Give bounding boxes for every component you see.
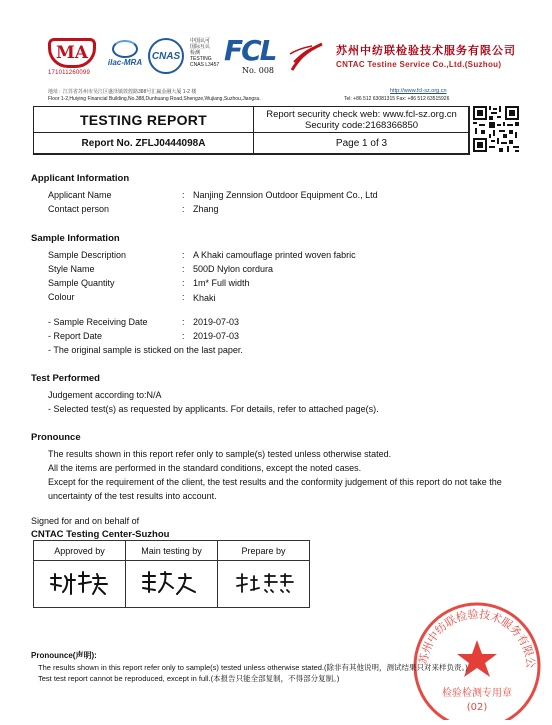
address-cn: 地址：江苏省苏州市吴江区盛泽镇敦煌路388号汇赢金融大厦 1-2 楼 [48,89,197,95]
sample-quantity-label: Sample Quantity [48,278,115,288]
fcl-logo [224,36,274,75]
report-number: Report No. ZFLJ0444098A [33,132,254,155]
prepare-by-header: Prepare by [218,541,310,561]
official-seal-stamp [405,596,545,720]
style-name-value: 500D Nylon cordura [193,264,274,274]
sample-quantity-value: 1m* Full width [193,278,250,288]
address-en: Floor 1-2,Huiying Financial Building,No.388,Dunhuang Road,Shengze,Wujiang,Suzhou,Jiangsu. [48,96,261,102]
page-number: Page 1 of 3 [253,132,470,155]
website-link[interactable]: http://www.fcl-sz.org.cn [390,88,447,94]
cma-number: 171011260099 [48,70,90,76]
cma-logo [48,38,98,76]
security-info [253,106,470,133]
pronounce-heading: Pronounce [31,432,81,443]
applicant-name-value: Nanjing Zennsion Outdoor Equipment Co., Ltd [193,190,378,200]
signed-on-behalf: Signed for and on behalf of [31,516,140,526]
seal-ring-text: 苏州中纺联检验技术服务有限公 [416,607,538,669]
cnas-accreditation-text [190,38,222,68]
main-testing-header: Main testing by [126,541,218,561]
tel-fax: Tel: +86 512 63081315 Fax: +86 512 63515926 [344,96,450,102]
main-testing-signature [126,561,218,608]
approved-by-header: Approved by [34,541,126,561]
judgement-text: Judgement according to:N/A [48,390,162,400]
prepare-by-signature [218,561,310,608]
colour-value: Khaki [193,293,216,303]
report-title: TESTING REPORT [33,106,254,133]
testing-center-name: CNTAC Testing Center-Suzhou [31,529,170,540]
sample-note: - The original sample is sticked on the last paper. [48,345,243,355]
test-heading: Test Performed [31,373,100,384]
style-name-label: Style Name [48,264,95,274]
cnas-line: CNAS L3457 [190,62,220,68]
security-code: Security code:2168366850 [304,119,419,131]
report-header-box [33,106,469,154]
company-name-cn: 苏州中纺联检验技术服务有限公司 [336,44,516,57]
seal-bottom-text: 检验检测专用章 [442,688,512,699]
company-name-en: CNTAC Testine Service Co.,Ltd.(Suzhou) [336,60,502,69]
colon: : [182,317,185,327]
security-web: Report security check web: www.fcl-sz.org.cn [266,108,457,120]
fcl-logo-text: FCL [224,34,276,67]
colour-label: Colour [48,292,75,302]
colon: : [182,250,185,260]
selected-tests-text: - Selected test(s) as requested by applicants. For details, refer to attached page(s). [48,404,379,414]
sample-description-value: A Khaki camouflage printed woven fabric [193,250,356,260]
cnas-logo [148,38,184,74]
report-date-label: - Report Date [48,331,103,341]
footer-line-2: Test test report cannot be reproduced, except in full.(本报告只能全部复制，不得部分复制。) [38,674,340,683]
sample-description-label: Sample Description [48,250,127,260]
colon: : [182,204,185,214]
applicant-name-label: Applicant Name [48,190,112,200]
globe-icon [112,40,138,58]
cnas-line: 国际互认 [190,44,211,50]
colon: : [182,292,185,302]
colon: : [182,278,185,288]
colon: : [182,264,185,274]
cnas-line: 检测 [190,50,201,56]
cnas-line: TESTING [190,56,212,62]
approved-signature [34,561,126,608]
report-date-value: 2019-07-03 [193,331,240,341]
sample-heading: Sample Information [31,233,120,244]
signature-table [33,540,310,608]
ilac-mra-logo [104,40,146,70]
pronounce-line-3: Except for the requirement of the client, the test results and the conformity judgement of this report do not take the uncertainty of the test results into account. [48,477,502,501]
cma-mark: MA [48,38,96,68]
contact-person-value: Zhang [193,204,219,214]
seal-number: (02) [466,702,488,713]
cntac-logo-icon [288,40,326,74]
qr-code [473,106,519,152]
contact-person-label: Contact person [48,204,110,214]
receiving-date-label: - Sample Receiving Date [48,317,148,327]
applicant-heading: Applicant Information [31,173,130,184]
cnas-line: 中国认可 [190,38,211,44]
ilac-text: ilac-MRA [107,58,143,67]
footer-line-1: The results shown in this report refer only to sample(s) tested unless otherwise stated.(除非有其他说明，测试结果只对来样负责。) [38,663,468,672]
cnas-logo-text: CNAS [151,50,181,62]
receiving-date-value: 2019-07-03 [193,317,240,327]
fcl-number: No. 008 [241,66,274,75]
colon: : [182,331,185,341]
colon: : [182,190,185,200]
footer-heading: Pronounce(声明): [31,651,97,660]
pronounce-line-1: The results shown in this report refer only to sample(s) tested unless otherwise stated. [48,449,392,459]
pronounce-line-2: All the items are performed in the standard conditions, except the noted cases. [48,463,362,473]
